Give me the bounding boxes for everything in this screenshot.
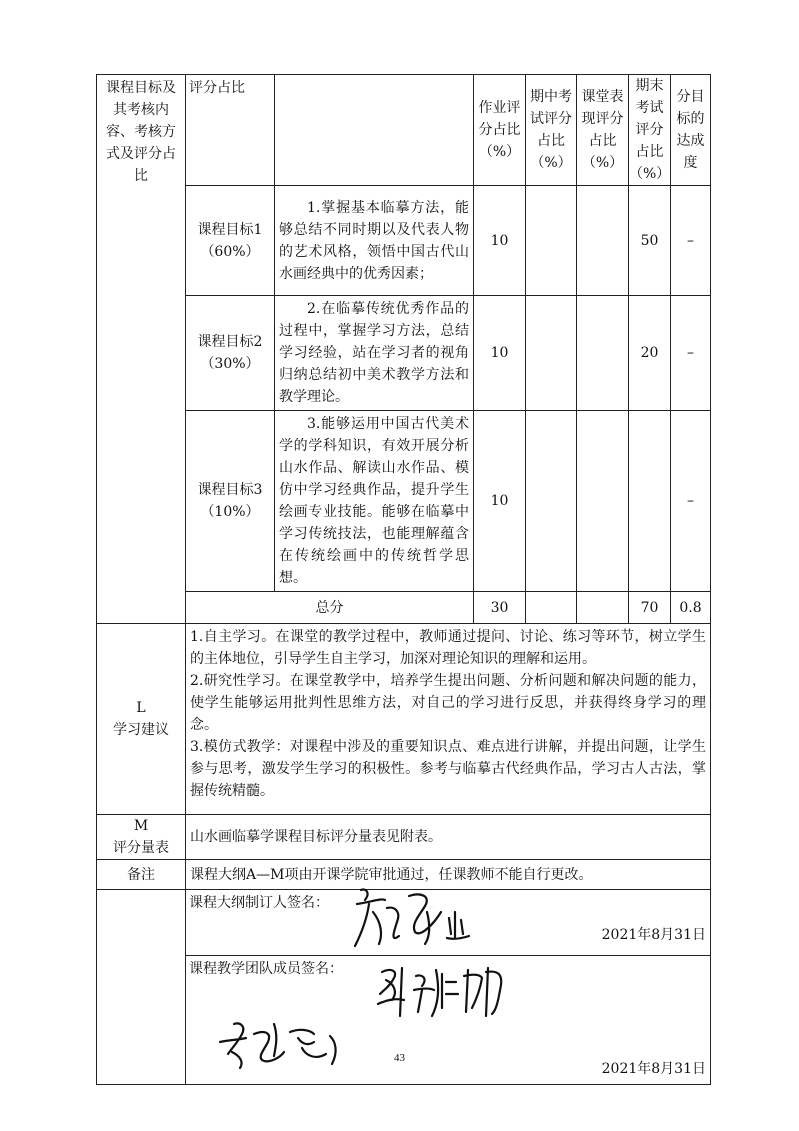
syllabus-table	[96, 74, 711, 1085]
goal-content: 3.能够运用中国古代美术学的学科知识，有效开展分析山水作品、解读山水作品、模仿中学习经典作品，提升学生绘画专业技能。能够在临摹中学习传统技法，也能理解蕴含在传统绘画中的传统哲学思想。	[275, 411, 474, 592]
goal-label: 课程目标2（30%）	[186, 296, 275, 411]
goal-label: 课程目标3（10%）	[186, 411, 275, 592]
goal-class	[577, 411, 629, 592]
total-homework: 30	[474, 592, 526, 624]
suggestion-paragraph: 3.模仿式教学：对课程中涉及的重要知识点、难点进行讲解，并提出问题，让学生参与思考，激发学生学习的积极性。参考与临摹古代经典作品，学习古人古法，掌握传统精髓。	[190, 739, 706, 799]
goal-achieve: –	[671, 411, 711, 592]
goal-row	[97, 296, 711, 411]
goal-midterm	[526, 186, 577, 296]
header-homework: 作业评分占比（%）	[474, 75, 526, 186]
goal-row	[97, 186, 711, 296]
goal-content: 2.在临摹传统优秀作品的过程中，掌握学习方法，总结学习经验，站在学习者的视角归纳总结初中美术教学方法和教学理论。	[275, 296, 474, 411]
team-signature-image-1	[376, 960, 526, 1020]
header-final: 期末考试评分占比（%）	[629, 75, 671, 186]
section-m-title: 评分量表	[113, 840, 169, 856]
total-midterm	[526, 592, 577, 624]
goal-midterm	[526, 411, 577, 592]
header-ratio: 评分占比	[186, 75, 275, 186]
total-achieve: 0.8	[671, 592, 711, 624]
header-class: 课堂表现评分占比（%）	[577, 75, 629, 186]
section-l-content	[186, 624, 711, 815]
total-label: 总分	[186, 592, 474, 624]
section-l-header	[97, 624, 186, 815]
section-m-header	[97, 815, 186, 860]
team-date: 2021年8月31日	[601, 1061, 706, 1077]
assessment-section-title: 课程目标及其考核内容、考核方式及评分占比	[97, 75, 186, 624]
goal-homework: 10	[474, 411, 526, 592]
maker-signature-cell	[186, 890, 711, 956]
total-class	[577, 592, 629, 624]
goal-final	[629, 411, 671, 592]
goal-content: 1.掌握基本临摹方法，能够总结不同时期以及代表人物的艺术风格，领悟中国古代山水画经典中的优秀因素；	[275, 186, 474, 296]
section-l-title: 学习建议	[113, 722, 169, 738]
section-m-content: 山水画临摹学课程目标评分量表见附表。	[186, 815, 711, 860]
maker-signature-label: 课程大纲制订人签名：	[189, 895, 329, 911]
goal-class	[577, 296, 629, 411]
suggestion-paragraph: 1.自主学习。在课堂的教学过程中，教师通过提问、讨论、练习等环节，树立学生的主体地位，引导学生自主学习，加深对理论知识的理解和运用。	[190, 629, 706, 667]
goal-midterm	[526, 296, 577, 411]
maker-date: 2021年8月31日	[601, 927, 706, 943]
goal-final: 50	[629, 186, 671, 296]
section-m-letter: M	[133, 818, 149, 834]
goal-homework: 10	[474, 296, 526, 411]
goal-achieve: –	[671, 186, 711, 296]
maker-signature-image	[351, 882, 491, 952]
goal-row	[97, 411, 711, 592]
goal-achieve: –	[671, 296, 711, 411]
team-signature-label: 课程教学团队成员签名：	[189, 961, 343, 977]
suggestion-paragraph: 2.研究性学习。在课堂教学中，培养学生提出问题、分析问题和解决问题的能力，使学生能够运用批判性思维方法，对自己的学习进行反思，并获得终身学习的理念。	[190, 673, 706, 733]
page-number: 43	[394, 1052, 405, 1064]
remark-label: 备注	[97, 860, 186, 890]
header-content-blank	[275, 75, 474, 186]
total-final: 70	[629, 592, 671, 624]
total-row	[97, 592, 711, 624]
team-signature-cell	[186, 956, 711, 1085]
header-achieve: 分目标的达成度	[671, 75, 711, 186]
section-l-letter: L	[136, 700, 146, 716]
goal-class	[577, 186, 629, 296]
goal-homework: 10	[474, 186, 526, 296]
header-midterm: 期中考试评分占比（%）	[526, 75, 577, 186]
remark-content: 课程大纲A—M项由开课学院审批通过，任课教师不能自行更改。	[186, 860, 711, 890]
goal-final: 20	[629, 296, 671, 411]
goal-label: 课程目标1（60%）	[186, 186, 275, 296]
